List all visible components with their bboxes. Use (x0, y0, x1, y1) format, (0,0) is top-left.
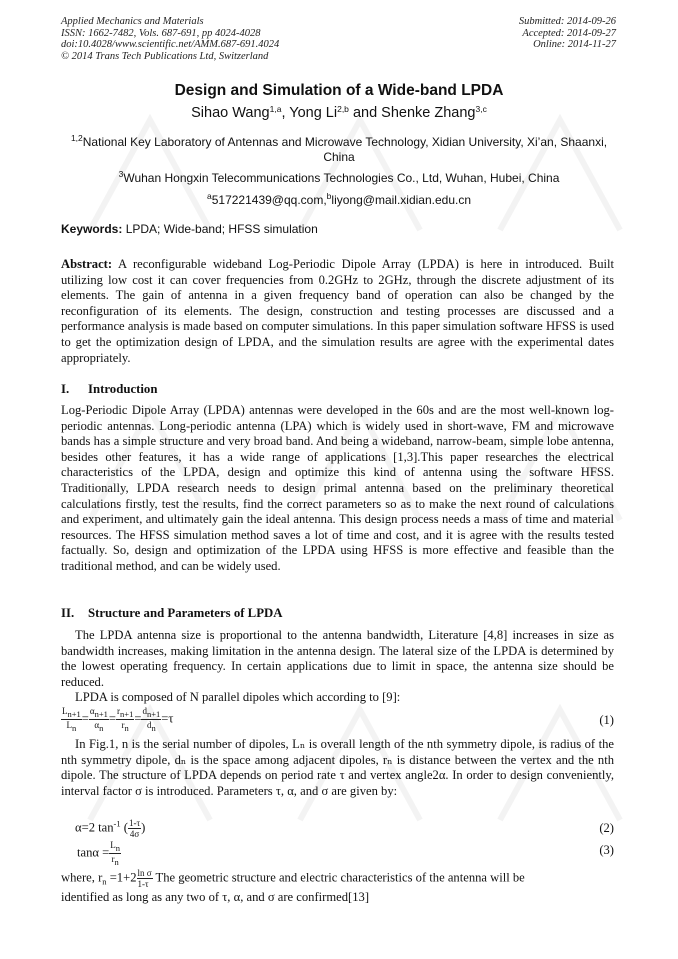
where-rest: The geometric structure and electric characteristics of the antenna will be (155, 870, 525, 885)
author-name: Yong Li (289, 105, 338, 121)
section-number: I. (61, 382, 70, 396)
author-sup: 2,b (337, 104, 349, 114)
equation-1: $\frac{Ln+1}{Ln}$ = $\frac{\alpha n+1}{\alpha n}$ = $\frac{rn+1}{rn}$ = $\frac{dn+1}{dn}$ =τ (1) (62, 706, 614, 733)
fraction (116, 706, 134, 733)
denominator: 4σ (129, 829, 140, 839)
journal-name: Applied Mechanics and Materials (61, 16, 204, 27)
journal-header-right (519, 16, 616, 51)
structure-paragraph-2: LPDA is composed of N parallel dipoles which according to [9]: (75, 690, 401, 704)
affiliation-2 (70, 167, 608, 186)
email-b: liyong@mail.xidian.edu.cn (331, 193, 471, 207)
subscript: n (124, 723, 129, 733)
section-heading-introduction (61, 382, 157, 397)
subscript: n (114, 857, 119, 867)
accepted-date: Accepted: 2014-09-27 (522, 27, 616, 39)
structure-paragraph-3: In Fig.1, n is the serial number of dipoles, Lₙ is overall length of the nth symmetry dipole, is radius of the nth symmetry dipole, dₙ is the space among adjacent dipoles, rₙ is distance between the vertex and the nth dipole. The structure of LPDA depends on period rate τ and vertex angle2α. In order to design conveniently, interval factor σ is introduced. Parameters τ, α, and σ are given by: (61, 737, 614, 798)
journal-copyright: © 2014 Trans Tech Publications Ltd, Switzerland (61, 50, 269, 62)
fraction (137, 868, 153, 889)
subscript: n+1 (120, 709, 134, 719)
subscript: n (72, 723, 77, 733)
section-number: II. (61, 606, 75, 620)
symbol: d (142, 706, 147, 716)
author-separator: and (348, 105, 382, 121)
subscript: n (115, 843, 120, 853)
fraction (128, 818, 141, 839)
structure-paragraph-1: The LPDA antenna size is proportional to the antenna bandwidth, Literature [4,8] increases in size as bandwidth increases, making limitation in the antenna design. The lateral size of the LPDA is determined by the lowest operating frequency. In certain applications due to limit in space, the antenna size should be reduced. (61, 628, 614, 689)
keywords-label: Keywords: (61, 222, 123, 236)
symbol: r (117, 706, 121, 716)
journal-header-left (61, 16, 279, 62)
numerator: ln σ (137, 868, 152, 878)
symbol: L (110, 840, 116, 850)
author-emails (70, 189, 608, 208)
denominator: 1-τ (137, 879, 149, 889)
section-title: Structure and Parameters of LPDA (88, 606, 283, 620)
keywords (61, 222, 318, 236)
equation-2: α=2 $\tan^{-1}$ ( $\frac{1-\tau}{4\sigma}$ ) (2) (75, 818, 614, 839)
where-text: where, (61, 870, 95, 885)
symbol: α (89, 706, 95, 716)
email-sup: a (207, 191, 212, 201)
equation-lhs: tanα = (77, 845, 110, 860)
email-a: 517221439@qq.com, (211, 193, 327, 207)
abstract-text: A reconfigurable wideband Log-Periodic Dipole Array (LPDA) is here in introduced. Built utilizing low cost it can cover frequencies from 0.2GHz to 2GHz, through the discrete adjustment of its elements. The gain of antenna in a given frequency band of operation can also be changed by the reconfiguration of its elements. The design, construction and testing processes are discussed and a performance analysis is made based on computer simulations. In this paper simulation software HFSS is used to get the optimization design of LPDA, and the simulation results are agree with the experimental dates appropriately. (61, 257, 614, 365)
fraction (109, 840, 121, 867)
symbol: L (62, 706, 68, 716)
fraction (61, 706, 82, 733)
online-date: Online: 2014-11-27 (533, 39, 616, 51)
abstract-label: Abstract: (61, 257, 113, 271)
equation-number: (2) (599, 821, 614, 835)
symbol: r (121, 720, 125, 730)
journal-doi: doi:10.4028/www.scientific.net/AMM.687-691.4024 (61, 39, 280, 51)
author-name: Sihao Wang (191, 105, 270, 121)
equation-3 (61, 840, 614, 870)
superscript: -1 (113, 818, 121, 829)
email-sup: b (326, 191, 332, 201)
subscript: n+1 (67, 709, 81, 719)
abstract (61, 257, 614, 366)
subscript: n+1 (94, 709, 108, 719)
section-heading-structure (61, 606, 283, 621)
structure-paragraph-4 (61, 868, 614, 890)
rn-symbol: r (98, 870, 103, 885)
subscript: n (99, 723, 104, 733)
symbol: d (146, 720, 152, 730)
numerator: 1-τ (128, 818, 141, 828)
rn-expression: =1+2 (109, 870, 137, 885)
author-separator: , (281, 105, 290, 121)
affiliation-1 (70, 131, 608, 165)
introduction-paragraph: Log-Periodic Dipole Array (LPDA) antennas were developed in the 60s and are the most well-known log-periodic antennas. Long-periodic antenna (LPA) which is widely used in short-wave, FM and microwave bands has a simple structure and very broad band. And being a wideband, narrow-beam, simple lobe antenna, besides other features, it has a wide range of applications [1,3].This paper researches the electrical characteristics of the LPDA, design and optimize this kind of antenna using the software HFSS. Traditionally, LPDA research needs to design primal antenna based on the preliminary theoretical calculations firstly, test the results, find the correct parameters so as to make the next round of calculations and experiment, and ultimately gain the ideal antenna. This design process needs a mass of time and material resources. The HFSS simulation method saves a lot of time and cost, and it is agree with the results tested factually. So, design and optimization of the LPDA using HFSS is more effective and feasible than the traditional method, and can be widely used. (61, 403, 614, 573)
symbol: L (66, 720, 73, 730)
author-sup: 3,c (475, 104, 487, 114)
equation-number: (1) (599, 713, 614, 727)
affiliation-sup: 3 (118, 169, 124, 179)
author-sup: 1,a (269, 104, 282, 114)
author-list (0, 104, 678, 121)
paper-title: Design and Simulation of a Wide-band LPDA (174, 82, 504, 99)
equation-lhs: α=2 tan (75, 820, 114, 835)
affiliation-text: Wuhan Hongxin Telecommunications Technologies Co., Ltd, Wuhan, Hubei, China (123, 171, 560, 185)
subscript: n (151, 723, 156, 733)
section-title: Introduction (88, 382, 158, 396)
structure-paragraph-5: identified as long as any two of τ, α, and σ are confirmed[13] (61, 890, 370, 904)
affiliation-text: National Key Laboratory of Antennas and Microwave Technology, Xidian University, Xi’an, Shaanxi, China (82, 135, 608, 164)
author-name: Shenke Zhang (381, 105, 476, 121)
symbol: α (94, 720, 100, 730)
subscript: n+1 (146, 709, 161, 719)
equation-number: (3) (599, 843, 614, 857)
fraction (89, 706, 109, 733)
submitted-date: Submitted: 2014-09-26 (518, 16, 616, 27)
fraction (141, 706, 161, 733)
affiliation-sup: 1,2 (70, 133, 83, 143)
symbol: r (111, 854, 115, 864)
equation-rhs: =τ (161, 711, 174, 726)
journal-issn: ISSN: 1662-7482, Vols. 687-691, pp 4024-4028 (61, 27, 261, 39)
subscript: n (102, 876, 107, 887)
keywords-text: LPDA; Wide-band; HFSS simulation (125, 222, 318, 236)
